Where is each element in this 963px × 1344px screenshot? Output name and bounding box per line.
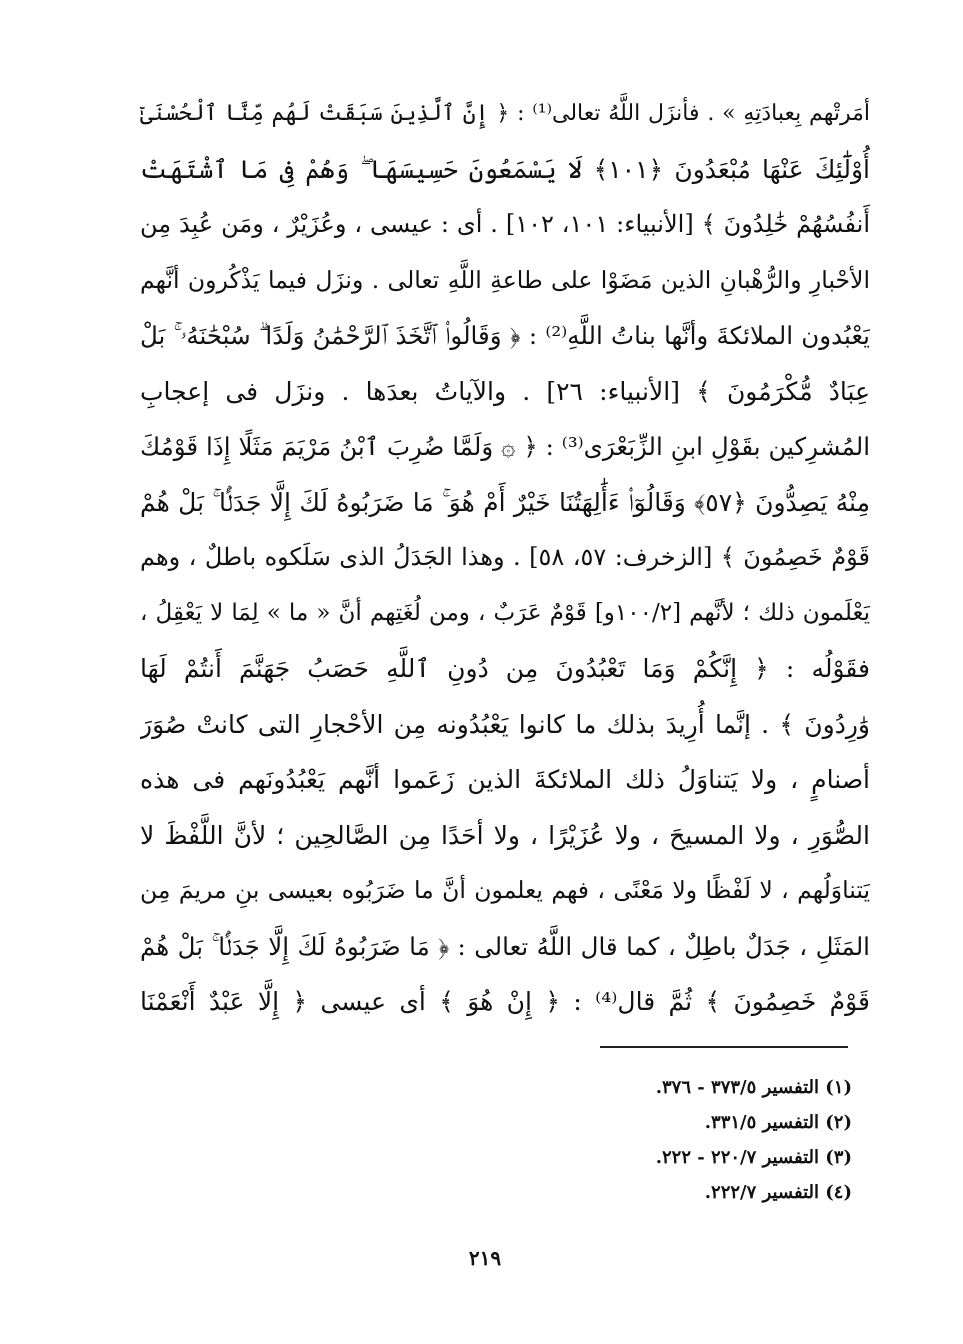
footnote-item: (٢) التفسير ٣٣١/٥. bbox=[704, 1112, 852, 1133]
text-line: الأحْبارِ والرُّهْبانِ الذين مَضَوْا على طاعةِ اللَّهِ تعالى . ونزَل فيما يَذْكُرون أنَّهم bbox=[140, 265, 870, 294]
text-line: قَوْمٌ خَصِمُونَ ﴾ ثُمَّ قال⁽⁴⁾ : ﴿ إِنْ هُوَ ﴾ أى عيسى ﴿ إِلَّا عَبْدٌ أَنْعَمْنَا bbox=[140, 987, 870, 1016]
text-line: المُشرِكين بقَوْلِ ابنِ الزِّبَعْرَى⁽³⁾ : ﴿ ۞ وَلَمَّا ضُرِبَ ٱبْنُ مَرْيَمَ مَثَلًا إِذَا قَوْمُكَ bbox=[140, 432, 870, 461]
text-line: يَعْلَمون ذلك ؛ لأنَّهم [١٠٠/٢و] قَوْمٌ عَرَبٌ ، ومن لُغَتِهم أنَّ « ما » لِمَا لا يَعْقِلُ ، bbox=[140, 599, 870, 626]
text-line: عِبَادٌ مُّكْرَمُونَ ﴾ [الأنبياء: ٢٦] . والآياتُ بعدَها . ونزَل فى إعجابِ bbox=[140, 376, 870, 406]
footnotes-block bbox=[560, 1070, 852, 1210]
footnote-item: (١) التفسير ٣٧٣/٥ - ٣٧٦. bbox=[655, 1077, 852, 1098]
text-line: الصُّوَرِ ، ولا المسيحَ ، ولا عُزَيْرًا ، ولا أحَدًا مِن الصَّالحِين ؛ لأنَّ اللَّفْظَ لا bbox=[140, 820, 870, 850]
text-line: أَنفُسُهُمْ خَٰلِدُونَ ﴾ [الأنبياء: ١٠١، ١٠٢] . أى : عيسى ، وعُزَيْرٌ ، ومَن عُبِدَ مِن bbox=[140, 210, 870, 238]
text-line: أمَرتْهم بِعبادَتِهِ » . فأنزَل اللَّهُ تعالى⁽¹⁾ : ﴿ إِنَّ ٱلَّذِينَ سَبَقَتْ لَهُم مِّنَّا ٱلْحُسْنَىٰٓ bbox=[140, 101, 870, 126]
text-line: قَوْمٌ خَصِمُونَ ﴾ [الزخرف: ٥٧، ٥٨] . وهذا الجَدَلُ الذى سَلَكوه باطلٌ ، وهم bbox=[140, 543, 870, 571]
text-line: يَعْبُدون الملائكةَ وأنَّها بناتُ اللَّهِ⁽²⁾ : ﴿ وَقَالُوا۟ ٱتَّخَذَ ٱلرَّحْمَٰنُ وَلَدًا ۗ سُبْحَٰنَهُۥ ۚ بَلْ bbox=[140, 321, 870, 350]
text-line: فقَوْلُه : ﴿ إِنَّكُمْ وَمَا تَعْبُدُونَ مِن دُونِ ٱللَّهِ حَصَبُ جَهَنَّمَ أَنتُمْ لَهَا bbox=[140, 654, 870, 683]
page-number: ٢١٩ bbox=[468, 1246, 502, 1270]
footnote-divider bbox=[600, 1046, 848, 1048]
text-line: مِنْهُ يَصِدُّونَ ﴿٥٧﴾ وَقَالُوٓا۟ ءَأَٰلِهَتُنَا خَيْرٌ أَمْ هُوَ ۚ مَا ضَرَبُوهُ لَكَ إِلَّا جَدَلًۢا ۚ بَلْ هُمْ bbox=[140, 487, 870, 517]
text-line: وَٰرِدُونَ ﴾ . إنَّما أُرِيدَ بذلك ما كانوا يَعْبُدُونه مِن الأحْجارِ التى كانتْ صُوَرَ bbox=[140, 709, 870, 739]
text-line: أُوْلَٰٓئِكَ عَنْهَا مُبْعَدُونَ ﴿١٠١﴾ لَا يَسْمَعُونَ حَسِيسَهَا ۖ وَهُمْ فِى مَا ٱشْتَهَتْ bbox=[140, 154, 870, 184]
text-line: المَثَلِ ، جَدَلٌ باطِلٌ ، كما قال اللَّهُ تعالى : ﴿ مَا ضَرَبُوهُ لَكَ إِلَّا جَدَلًۢا ۚ بَلْ هُمْ bbox=[140, 931, 870, 961]
footnote-item: (٤) التفسير ٢٢٢/٧. bbox=[704, 1182, 852, 1203]
footnote-item: (٣) التفسير ٢٢٠/٧ - ٢٢٢. bbox=[655, 1147, 852, 1168]
text-line: أصنامٍ ، ولا يَتناوَلُ ذلك الملائكةَ الذين زَعَموا أنَّهم يَعْبُدُونَهم فى هذه bbox=[140, 765, 870, 794]
main-text-block bbox=[140, 86, 870, 1030]
text-line: يَتناوَلُهم ، لا لَفْظًا ولا مَعْنًى ، فهم يعلمون أنَّ ما ضَرَبُوه بعيسى بنِ مريمَ مِن bbox=[140, 876, 870, 904]
